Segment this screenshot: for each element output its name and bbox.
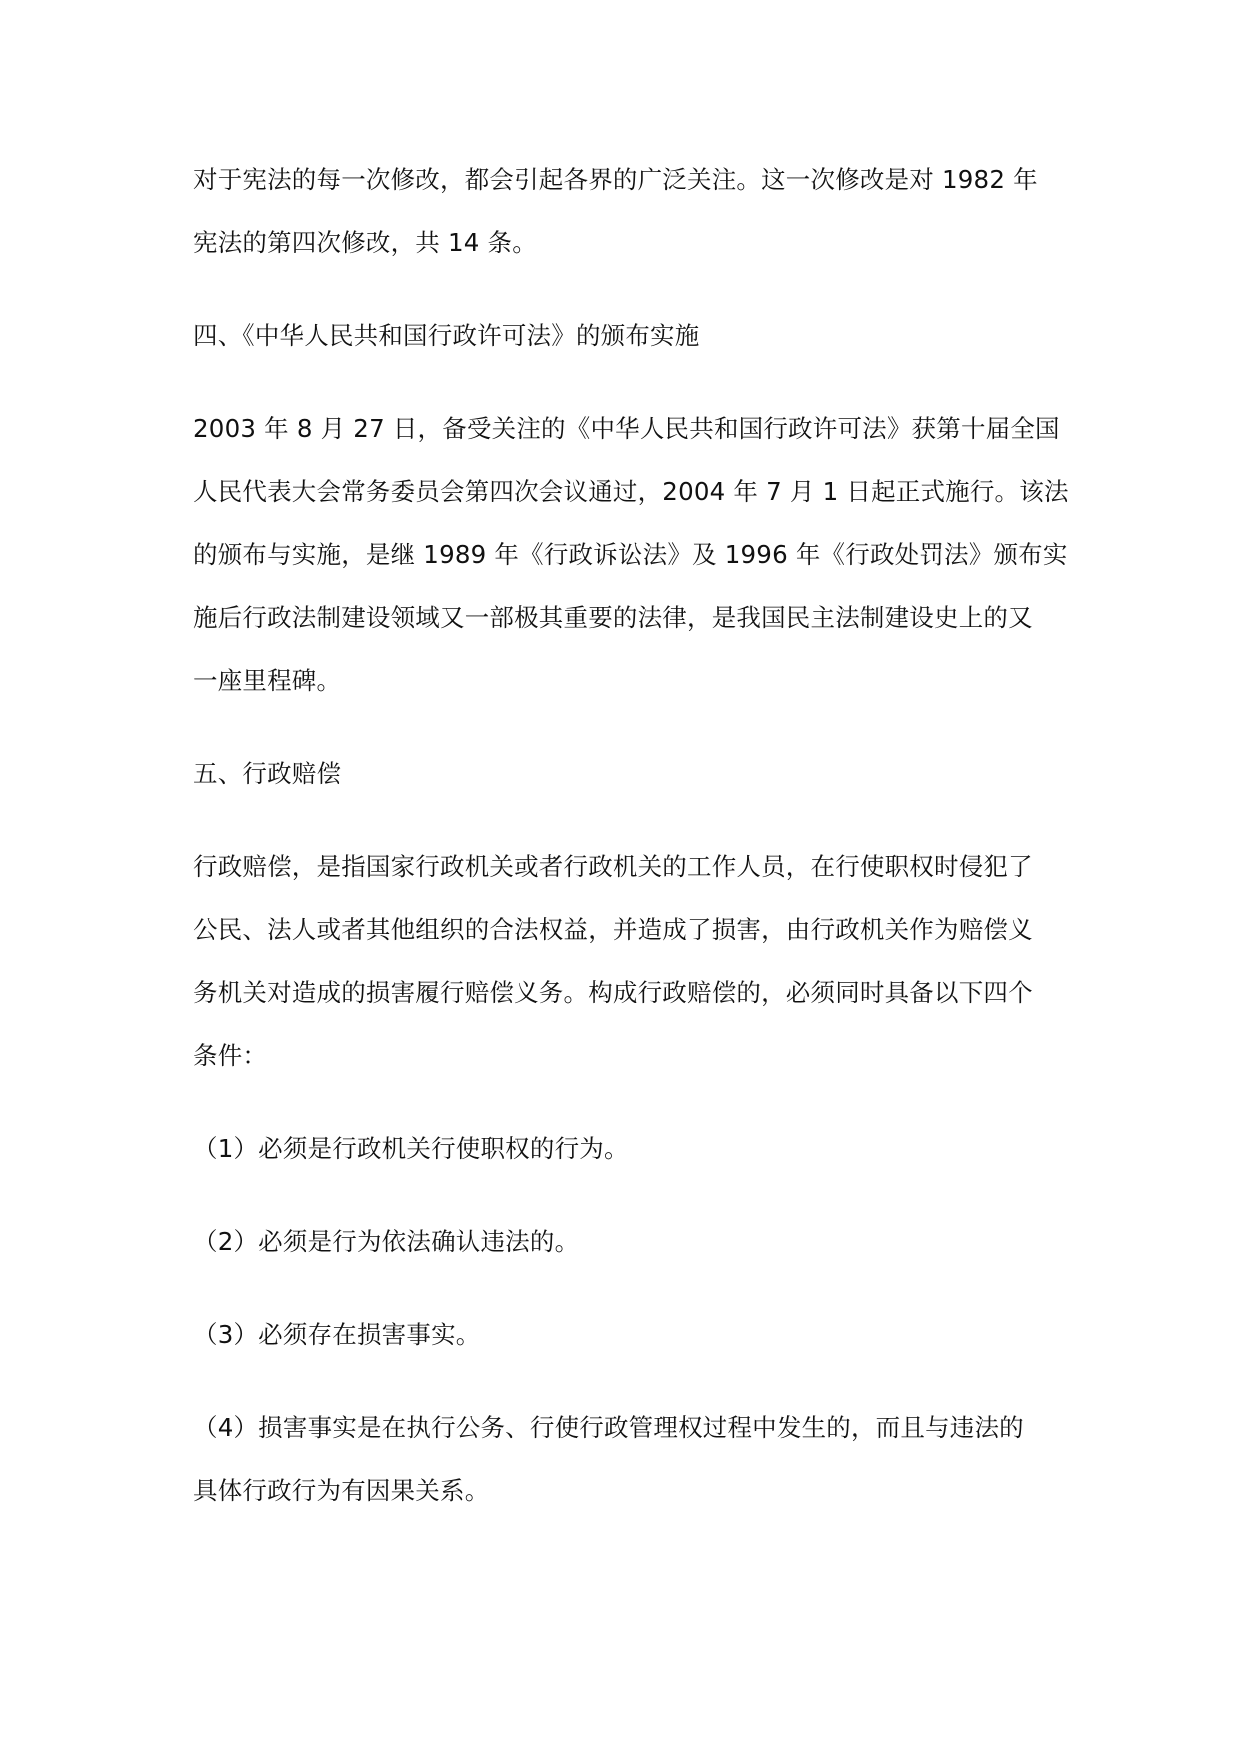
heading-text: 五、行政赔偿 [193, 759, 342, 788]
list-item-condition-4 [193, 1396, 1063, 1522]
paragraph-spacer [193, 712, 1063, 742]
text-line: 对于宪法的每一次修改，都会引起各界的广泛关注。这一次修改是对 1982 年 [193, 165, 1038, 194]
text-line: 务机关对造成的损害履行赔偿义务。构成行政赔偿的，必须同时具备以下四个 [193, 978, 1033, 1007]
text-line: （4）损害事实是在执行公务、行使行政管理权过程中发生的，而且与违法的 [193, 1413, 1024, 1442]
text-line: 行政赔偿，是指国家行政机关或者行政机关的工作人员，在行使职权时侵犯了 [193, 852, 1033, 881]
text-line: 宪法的第四次修改，共 14 条。 [193, 228, 537, 257]
paragraph-intro [193, 148, 1063, 274]
paragraph-spacer [193, 1273, 1063, 1303]
text-line: 公民、法人或者其他组织的合法权益，并造成了损害，由行政机关作为赔偿义 [193, 915, 1033, 944]
paragraph-spacer [193, 367, 1063, 397]
list-item-condition-3 [193, 1303, 1063, 1366]
heading-text: 四、《中华人民共和国行政许可法》的颁布实施 [193, 321, 700, 350]
paragraph-admin-compensation [193, 835, 1063, 1087]
text-line: 一座里程碑。 [193, 666, 342, 695]
paragraph-spacer [193, 805, 1063, 835]
paragraph-spacer [193, 1087, 1063, 1117]
text-line: 具体行政行为有因果关系。 [193, 1476, 490, 1505]
list-item-condition-1 [193, 1117, 1063, 1180]
paragraph-admin-license-law [193, 397, 1069, 712]
list-item-condition-2 [193, 1210, 1063, 1273]
section-heading-5 [193, 742, 1063, 805]
text-line: 的颁布与实施，是继 1989 年《行政诉讼法》及 1996 年《行政处罚法》颁布实 [193, 540, 1068, 569]
text-line: （2）必须是行为依法确认违法的。 [193, 1227, 580, 1256]
text-line: 施后行政法制建设领域又一部极其重要的法律，是我国民主法制建设史上的又 [193, 603, 1033, 632]
document-body [193, 148, 1069, 1522]
paragraph-spacer [193, 274, 1063, 304]
section-heading-4 [193, 304, 1063, 367]
text-line: （3）必须存在损害事实。 [193, 1320, 481, 1349]
text-line: （1）必须是行政机关行使职权的行为。 [193, 1134, 629, 1163]
text-line: 人民代表大会常务委员会第四次会议通过，2004 年 7 月 1 日起正式施行。该法 [193, 477, 1069, 506]
paragraph-spacer [193, 1180, 1063, 1210]
text-line: 条件： [193, 1041, 268, 1070]
text-line: 2003 年 8 月 27 日，备受关注的《中华人民共和国行政许可法》获第十届全国 [193, 414, 1060, 443]
paragraph-spacer [193, 1366, 1063, 1396]
